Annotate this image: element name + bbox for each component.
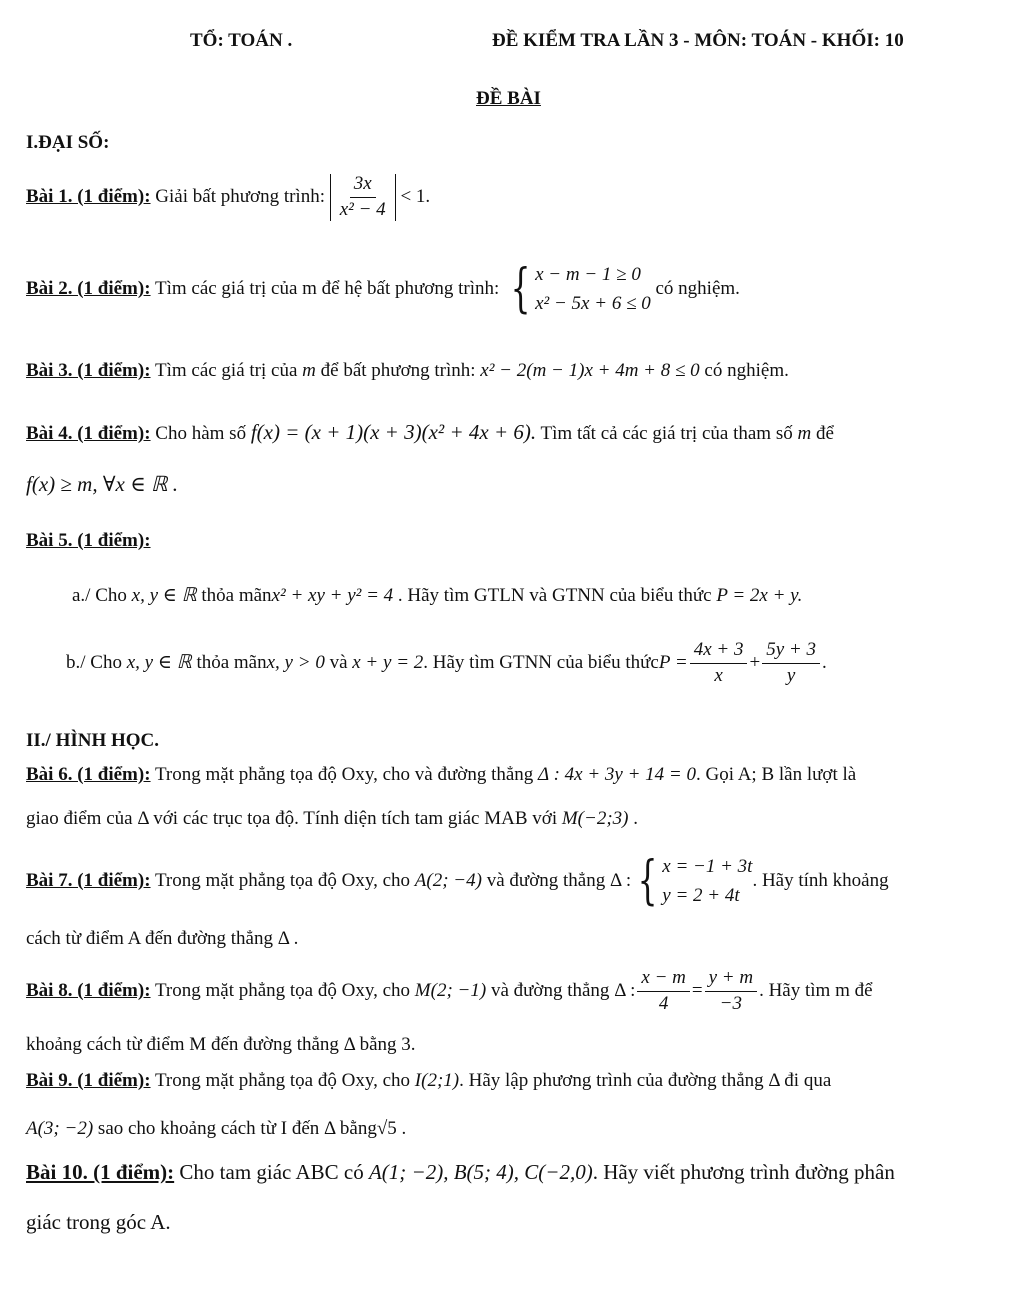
fraction-denominator: x	[714, 664, 723, 686]
problem-4-text2: Tìm tất cả các giá trị của tham số	[540, 423, 793, 444]
problem-2	[26, 260, 740, 319]
problem-5b-t3: và	[329, 651, 348, 673]
problem-3-text2: để bất phương trình:	[320, 360, 476, 381]
problem-2-tail: có nghiệm.	[655, 277, 740, 299]
problem-5b-t1: b./ Cho	[66, 651, 122, 673]
problem-8-text3: . Hãy tìm m để	[759, 979, 873, 1001]
problem-1-text: Giải bất phương trình:	[155, 185, 325, 207]
system-row-1: x − m − 1 ≥ 0	[535, 264, 641, 285]
system-row-1: x = −1 + 3t	[662, 856, 753, 877]
problem-3	[26, 360, 789, 382]
problem-10	[26, 1160, 1000, 1185]
problem-3-expr: x² − 2(m − 1)x + 4m + 8 ≤ 0	[480, 360, 700, 381]
problem-6-text2: . Gọi A; B lần lượt là	[696, 764, 857, 785]
left-brace: {	[637, 851, 658, 912]
problem-4-label: Bài 4. (1 điểm):	[26, 423, 151, 444]
problem-5b-e3: x + y = 2	[352, 651, 424, 673]
section-geometry: II./ HÌNH HỌC.	[26, 730, 160, 751]
problem-6-expr: Δ : 4x + 3y + 14 = 0	[538, 764, 696, 785]
fraction-denominator: x² − 4	[339, 198, 386, 220]
problem-2-label: Bài 2. (1 điểm):	[26, 277, 151, 299]
problem-7-text2: và đường thẳng	[486, 869, 606, 891]
page-title: ĐỀ BÀI	[476, 88, 541, 109]
problem-9-label: Bài 9. (1 điểm):	[26, 1070, 151, 1091]
problem-8-label: Bài 8. (1 điểm):	[26, 979, 151, 1001]
problem-4	[26, 420, 1000, 446]
problem-9-line2	[26, 1118, 406, 1140]
left-brace: {	[510, 259, 531, 320]
problem-9-text: Trong mặt phẳng tọa độ Oxy, cho	[154, 1070, 411, 1091]
problem-10-text2: . Hãy viết phương trình đường phân	[592, 1160, 895, 1184]
sqrt-expr: √5	[376, 1118, 397, 1139]
header-right: ĐỀ KIỂM TRA LẦN 3 - MÔN: TOÁN - KHỐI: 10	[492, 30, 904, 51]
problem-10-label: Bài 10. (1 điểm):	[26, 1160, 175, 1184]
problem-8-text: Trong mặt phẳng tọa độ Oxy, cho	[154, 979, 411, 1001]
system-row-2: x² − 5x + 6 ≤ 0	[535, 293, 651, 315]
problem-4-condition: f(x) ≥ m, ∀x ∈ ℝ .	[26, 472, 179, 496]
problem-7-point: A(2; −4)	[414, 869, 482, 891]
problem-3-label: Bài 3. (1 điểm):	[26, 360, 151, 381]
problem-10-text: Cho tam giác ABC có	[179, 1160, 364, 1184]
fraction-denominator: 4	[658, 992, 669, 1014]
problem-4-line2	[26, 472, 178, 497]
fraction-numerator: 5y + 3	[762, 640, 820, 664]
problem-7	[26, 852, 1000, 911]
period: .	[821, 651, 827, 673]
fraction-numerator: 4x + 3	[690, 640, 748, 664]
problem-5a-t2: thỏa mãn	[201, 585, 272, 606]
problem-5b-t4: . Hãy tìm GTNN của biểu thức	[423, 651, 659, 673]
problem-3-var: m	[302, 360, 316, 381]
problem-6-line2c: .	[633, 808, 638, 829]
problem-7-label: Bài 7. (1 điểm):	[26, 869, 151, 891]
problem-5a-t3: . Hãy tìm GTLN và GTNN của biểu thức	[397, 585, 712, 606]
problem-6-line2	[26, 808, 638, 830]
problem-5a-e3: P = 2x + y.	[716, 585, 803, 606]
inequality-system	[504, 260, 651, 319]
fraction-numerator: x − m	[637, 968, 689, 992]
problem-6-line2a: giao điểm của Δ với các trục tọa độ. Tính diện tích tam giác MAB với	[26, 808, 558, 829]
problem-2-text: Tìm các giá trị của m để hệ bất phương trình:	[154, 277, 500, 299]
problem-9	[26, 1070, 1000, 1093]
problem-5b-e1: x, y ∈ ℝ	[126, 651, 192, 673]
problem-8-text2: và đường thẳng	[490, 979, 610, 1001]
abs-value	[330, 174, 396, 221]
problem-5b-e2: x, y > 0	[266, 651, 325, 673]
problem-5b-p: P =	[658, 651, 688, 673]
problem-8-line2: khoảng cách từ điểm M đến đường thẳng Δ bằng 3.	[26, 1034, 416, 1055]
fraction-denominator: −3	[719, 992, 742, 1014]
problem-1-label: Bài 1. (1 điểm):	[26, 185, 151, 207]
problem-10-line2: giác trong góc A.	[26, 1210, 171, 1234]
problem-7-text: Trong mặt phẳng tọa độ Oxy, cho	[154, 869, 411, 891]
problem-8-delta: Δ :	[614, 979, 636, 1001]
problem-5a-e2: x² + xy + y² = 4	[271, 585, 394, 606]
problem-5a-e1: x, y ∈ ℝ	[131, 585, 197, 606]
problem-5a-t1: a./ Cho	[72, 585, 127, 606]
problem-7-line2: cách từ điểm A đến đường thẳng Δ .	[26, 928, 299, 949]
parametric-system	[631, 852, 752, 911]
problem-3-tail: có nghiệm.	[704, 360, 789, 381]
problem-3-text: Tìm các giá trị của	[154, 360, 298, 381]
problem-1-tail: < 1.	[400, 185, 431, 207]
plus-sign: +	[749, 651, 761, 673]
problem-6-text: Trong mặt phẳng tọa độ Oxy, cho và đường thẳng	[154, 764, 534, 785]
problem-5-label: Bài 5. (1 điểm):	[26, 530, 151, 551]
problem-4-text3: để	[815, 423, 834, 444]
section-algebra: I.ĐẠI SỐ:	[26, 132, 110, 153]
problem-5a	[72, 584, 802, 607]
problem-7-delta: Δ :	[609, 869, 632, 891]
problem-1	[26, 174, 430, 221]
problem-8	[26, 968, 1000, 1015]
fraction-numerator: 3x	[350, 174, 376, 198]
header-left: TỔ: TOÁN .	[190, 30, 293, 51]
problem-9-pointA: A(3; −2)	[26, 1118, 94, 1139]
equals-sign: =	[691, 979, 703, 1001]
problem-9-text2: . Hãy lập phương trình của đường thẳng Δ đi qua	[459, 1070, 832, 1091]
problem-6	[26, 764, 1000, 787]
problem-5b	[66, 640, 827, 687]
problem-8-point: M(2; −1)	[414, 979, 487, 1001]
problem-6-label: Bài 6. (1 điểm):	[26, 764, 151, 785]
problem-4-text: Cho hàm số	[155, 423, 247, 444]
problem-9-point: I(2;1)	[414, 1070, 460, 1091]
system-row-2: y = 2 + 4t	[662, 885, 740, 907]
problem-6-point: M(−2;3)	[561, 808, 629, 829]
problem-4-expr: f(x) = (x + 1)(x + 3)(x² + 4x + 6).	[250, 420, 537, 444]
fraction-denominator: y	[786, 664, 796, 686]
problem-9-line2b: sao cho khoảng cách từ I đến Δ bằng	[97, 1118, 377, 1139]
problem-5b-t2: thỏa mãn	[196, 651, 267, 673]
problem-9-line2d: .	[401, 1118, 407, 1139]
fraction-numerator: y + m	[705, 968, 757, 992]
problem-10-points: A(1; −2), B(5; 4), C(−2,0)	[368, 1160, 593, 1184]
problem-7-text3: . Hãy tính khoảng	[752, 869, 889, 891]
problem-4-var: m	[797, 423, 812, 444]
